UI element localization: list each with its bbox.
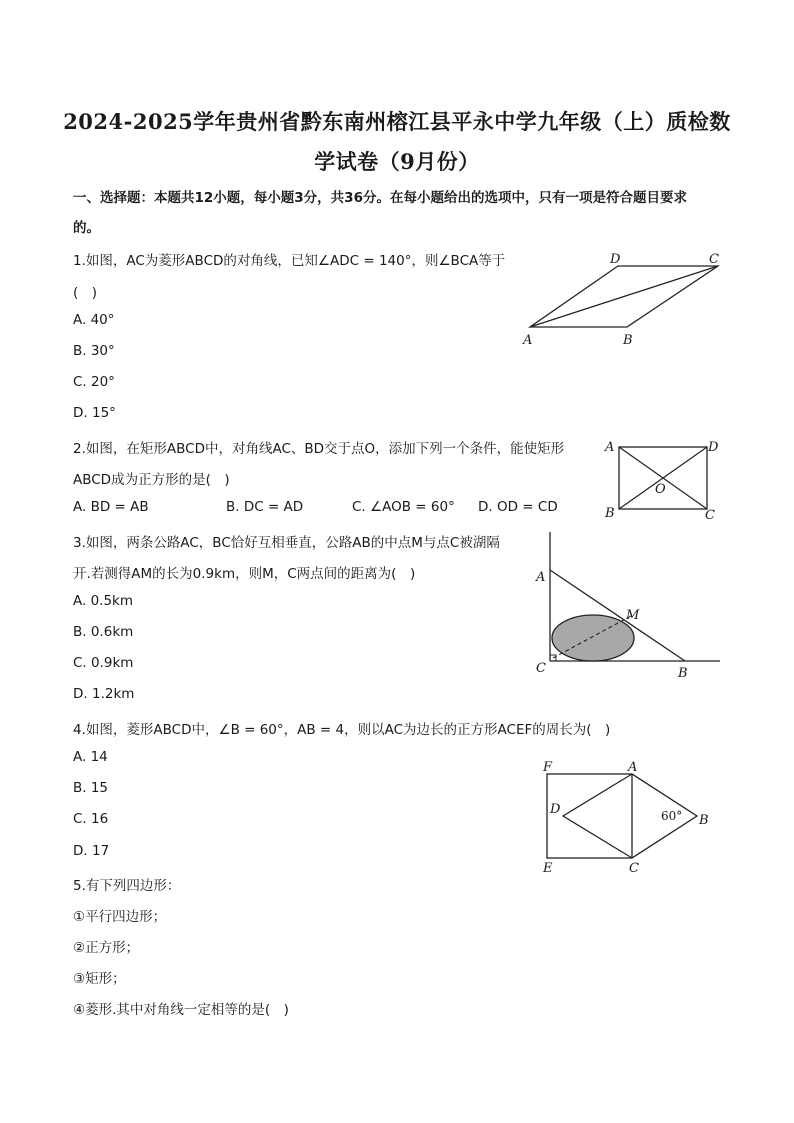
label-c: C: [709, 252, 719, 267]
angle-label: 60°: [661, 809, 683, 823]
label-c: C: [705, 508, 715, 523]
q2-stem: 2.如图，在矩形ABCD中，对角线AC、BD交于点O，添加下列一个条件，能使矩形: [73, 441, 565, 457]
label-b: B: [623, 333, 633, 348]
q1-option-b[interactable]: B. 30°: [73, 343, 115, 359]
label-b: B: [699, 813, 709, 828]
q1-rhombus-figure: [515, 248, 730, 348]
section-heading-cont: 的。: [73, 220, 100, 236]
label-b: B: [678, 666, 688, 681]
label-d: D: [708, 440, 719, 455]
q5-item-1: ①平行四边形；: [73, 909, 167, 925]
label-d: D: [550, 802, 561, 817]
label-c: C: [536, 661, 546, 676]
exam-title-line2: 学试卷（9月份）: [314, 149, 480, 174]
section-heading: 一、选择题：本题共12小题，每小题3分，共36分。在每小题给出的选项中，只有一项是符合题目要求: [73, 190, 687, 206]
q3-option-a[interactable]: A. 0.5km: [73, 593, 134, 609]
lake: [552, 615, 634, 661]
q1-option-a[interactable]: A. 40°: [73, 312, 115, 328]
label-b: B: [605, 506, 615, 521]
q2-rectangle-figure: [600, 436, 730, 526]
label-a: A: [536, 570, 546, 585]
q1-option-c[interactable]: C. 20°: [73, 374, 115, 390]
q5-stem: 5.有下列四边形：: [73, 878, 181, 894]
q4-option-d[interactable]: D. 17: [73, 843, 110, 859]
q2-option-a[interactable]: A. BD = AB: [73, 499, 149, 515]
q4-rhombus-square-figure: [535, 756, 720, 878]
label-a: A: [605, 440, 615, 455]
label-m: M: [626, 608, 640, 623]
label-e: E: [543, 861, 553, 876]
q3-roads-figure: [530, 530, 725, 682]
label-c: C: [629, 861, 639, 876]
q1-stem-cont: ( ): [73, 285, 98, 301]
label-d: D: [610, 252, 621, 267]
q4-option-b[interactable]: B. 15: [73, 780, 109, 796]
q1-stem: 1.如图，AC为菱形ABCD的对角线，已知∠ADC = 140°，则∠BCA等于: [73, 253, 506, 269]
q2-option-b[interactable]: B. DC = AD: [226, 499, 304, 515]
q4-stem: 4.如图，菱形ABCD中，∠B = 60°，AB = 4，则以AC为边长的正方形ACEF的周长为( ): [73, 722, 611, 738]
label-o: O: [655, 482, 666, 497]
q3-stem: 3.如图，两条公路AC，BC恰好互相垂直，公路AB的中点M与点C被湖隔: [73, 535, 500, 551]
label-f: F: [543, 760, 553, 775]
diagonal-ac: [530, 266, 718, 327]
q2-option-c[interactable]: C. ∠AOB = 60°: [352, 499, 455, 515]
q3-option-d[interactable]: D. 1.2km: [73, 686, 135, 702]
label-a: A: [628, 760, 638, 775]
q5-item-4: ④菱形.其中对角线一定相等的是( ): [73, 1002, 289, 1018]
q3-option-b[interactable]: B. 0.6km: [73, 624, 134, 640]
q4-option-a[interactable]: A. 14: [73, 749, 108, 765]
q3-option-c[interactable]: C. 0.9km: [73, 655, 134, 671]
q4-option-c[interactable]: C. 16: [73, 811, 109, 827]
q2-stem-cont: ABCD成为正方形的是( ): [73, 472, 230, 488]
label-a: A: [523, 333, 533, 348]
q3-stem-cont: 开.若测得AM的长为0.9km，则M，C两点间的距离为( ): [73, 566, 416, 582]
exam-title-line1: 2024-2025学年贵州省黔东南州榕江县平永中学九年级（上）质检数: [63, 109, 731, 134]
q5-item-3: ③矩形；: [73, 971, 126, 987]
q2-option-d[interactable]: D. OD = CD: [478, 499, 558, 515]
q1-option-d[interactable]: D. 15°: [73, 405, 116, 421]
q5-item-2: ②正方形；: [73, 940, 140, 956]
rhombus-left-half: [563, 774, 632, 858]
